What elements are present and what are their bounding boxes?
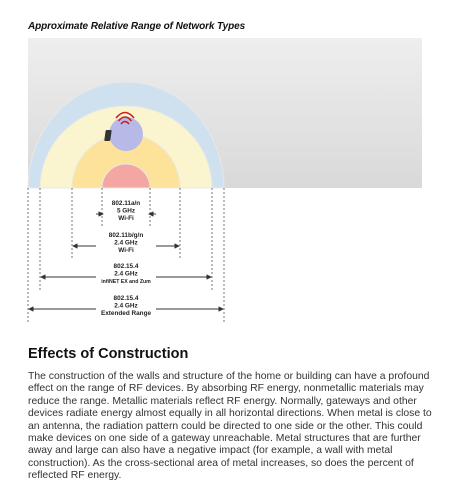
range-label-2-line-3: Wi-Fi [118,247,134,254]
diagram-title: Approximate Relative Range of Network Types [28,21,246,32]
range-label-3-line-1: 802.15.4 [113,263,139,270]
range-label-2-line-2: 2.4 GHz [114,239,138,247]
range-label-4-line-1: 802.15.4 [113,295,139,302]
section-heading: Effects of Construction [28,346,189,362]
range-label-3-line-2: 2.4 GHz [114,270,138,278]
range-label-1-line-2: 5 GHz [116,207,136,215]
range-label-3-line-3: infiNET EX and Zum [101,279,151,285]
range-label-1-line-3: Wi-Fi [118,215,134,222]
range-label-4-line-3: Extended Range [100,310,152,317]
range-label-1-line-1: 802.11a/n [111,200,141,207]
range-label-4-line-2: 2.4 GHz [114,302,138,310]
article-body: The construction of the walls and structure of the home or building can have a profound effect on the range of RF devices. By absorbing RF energy, nonmetallic materials may reduce the range. Metallic materials reflect RF energy. Normally, gateways and other devices radiate energy almost equally in all horizontal directions. When metal is close to an antenna, the radiation pattern could be directed to one side or the other. This could make devices on one side of a gateway unreachable. Metal structures that are further away and large can also have a negative impact (for example, a wall with metal construction). As the cross-sectional area of metal increases, so does the percent of reflected RF energy. [28,371,432,482]
range-label-2-line-1: 802.11b/g/n [108,232,144,239]
